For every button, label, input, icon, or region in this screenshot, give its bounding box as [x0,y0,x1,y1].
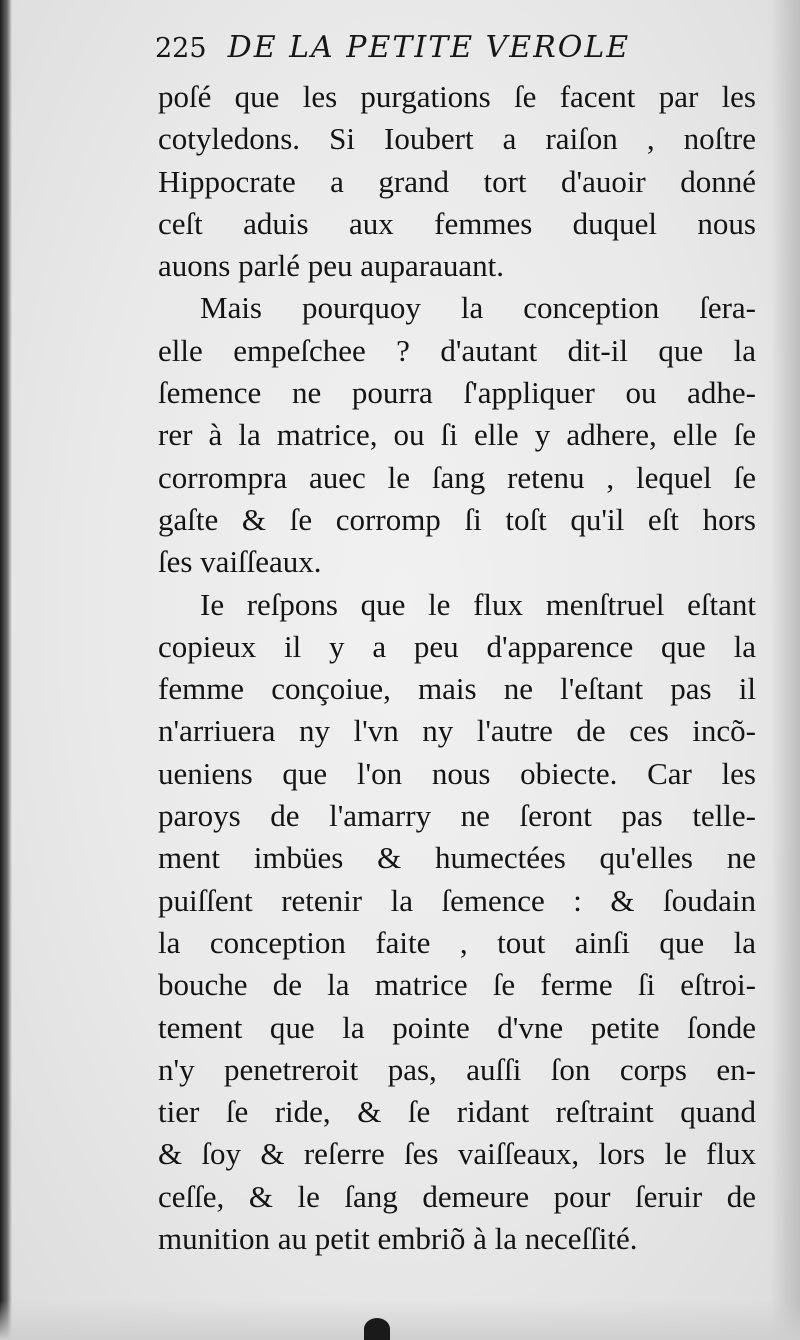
text-line: auons parlé peu auparauant. [158,248,505,284]
text-line: paroys de l'amarry ne ſeront pas telle- [158,798,756,834]
text-line: tement que la pointe d'vne petite ſonde [158,1009,756,1045]
page-number: 225 [155,33,207,64]
text-line: gaſte & ſe corromp ſi toſt qu'il eſt hors [158,501,756,537]
text-line: cotyledons. Si Ioubert a raiſon , noſtre [158,121,756,157]
text-line: & ſoy & reſerre ſes vaiſſeaux, lors le flux [158,1136,756,1172]
text-line: ceſſe, & le ſang demeure pour ſeruir de [158,1178,756,1214]
text-line: rer à la matrice, ou ſi elle y adhere, elle ſe [158,417,756,453]
ink-blot [364,1318,390,1340]
text-line: n'y penetreroit pas, auſſi ſon corps en- [158,1051,756,1087]
running-head [155,30,755,76]
text-line: la conception faite , tout ainſi que la [158,924,756,960]
paragraph [158,76,756,287]
text-line: ſes vaiſſeaux. [158,544,322,580]
text-line: n'arriuera ny l'vn ny l'autre de ces incõ- [158,713,756,749]
text-line: puiſſent retenir la ſemence : & ſoudain [158,882,756,918]
text-line: poſé que les purgations ſe facent par les [158,79,756,114]
text-line: ment imbües & humectées qu'elles ne [158,840,756,876]
running-title: DE LA PETITE VEROLE [227,30,631,65]
body-text [158,76,756,1260]
page-edge-shadow [770,0,800,1340]
text-line: bouche de la matrice ſe ferme ſi eſtroi- [158,967,756,1003]
text-line: ueniens que l'on nous obiecte. Car les [158,755,756,791]
text-line: elle empeſchee ? d'autant dit-il que la [158,332,756,368]
text-line: munition au petit embriõ à la neceſſité. [158,1221,638,1257]
text-line: copieux il y a peu d'apparence que la [158,628,756,664]
paragraph [158,584,756,1261]
text-line: ceſt aduis aux femmes duquel nous [158,205,756,241]
text-line: ſemence ne pourra ſ'appliquer ou adhe- [158,375,756,411]
page-gutter-shadow [0,0,12,1340]
text-line: Mais pourquoy la conception ſera- [200,290,756,326]
page-bottom-shadow [0,1300,800,1340]
paragraph [158,287,756,583]
text-line: Ie reſpons que le flux menſtruel eſtant [200,586,756,622]
text-line: tier ſe ride, & ſe ridant reſtraint quand [158,1094,756,1130]
text-line: corrompra auec le ſang retenu , lequel ſe [158,459,756,495]
text-line: Hippocrate a grand tort d'auoir donné [158,163,756,199]
text-line: femme conçoiue, mais ne l'eſtant pas il [158,671,756,707]
